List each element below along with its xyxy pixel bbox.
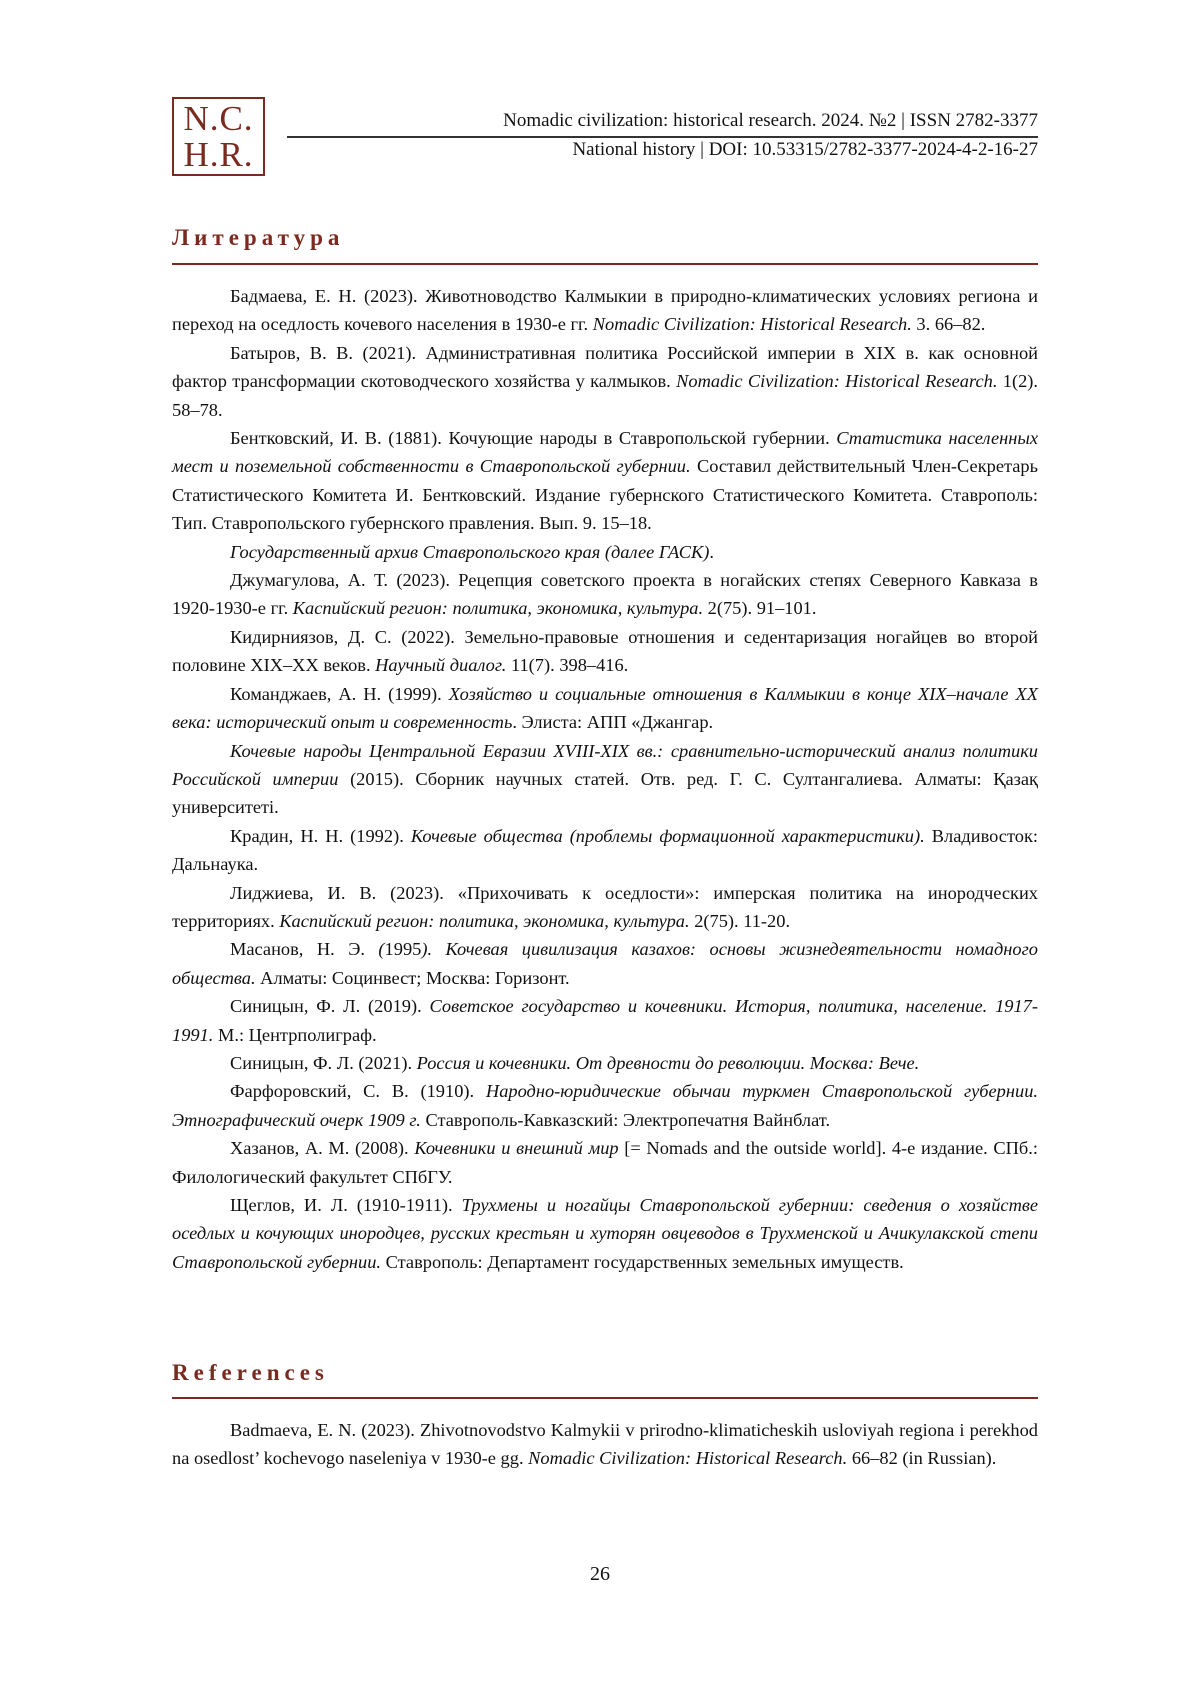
- literature-divider: [172, 263, 1038, 265]
- header-doi-info: National history | DOI: 10.53315/2782-3377-2024-4-2-16-27: [572, 139, 1038, 160]
- reference-entry: Щеглов, И. Л. (1910-1911). Трухмены и ногайцы Ставропольской губернии: сведения о хозяйстве оседлых и кочующих инородцев, русских крестьян и хуторян овцеводов в Трухменской и Ачикулакской степи Ставропольской губернии. Ставрополь: Департамент государственных земельных имуществ.: [172, 1195, 1038, 1272]
- header-divider: [287, 136, 1038, 138]
- reference-entry: Бентковский, И. В. (1881). Кочующие народы в Ставропольской губернии. Статистика населенных мест и поземельной собственности в Ставропольской губернии. Составил действительный Член-Секретарь Статистического Комитета И. Бентковский. Издание губернского Статистического Комитета. Ставрополь: Тип. Ставропольского губернского правления. Вып. 9. 15–18.: [172, 428, 1039, 534]
- reference-entry: Синицын, Ф. Л. (2019). Советское государство и кочевники. История, политика, население. 1917-1991. М.: Центрполиграф.: [172, 996, 1038, 1045]
- reference-entry: Команджаев, А. Н. (1999). Хозяйство и социальные отношения в Калмыкии в конце XIX–начале XX века: исторический опыт и современность. Элиста: АПП «Джангар.: [172, 683, 1038, 733]
- references-heading: References: [172, 1360, 329, 1385]
- reference-entry: Бадмаева, Е. Н. (2023). Животноводство Калмыкии в природно-климатических условиях региона и переход на оседлость кочевого населения в 1930-е гг. Nomadic Civilization: Historical Research. 3. 66–82.: [172, 286, 1038, 335]
- reference-entry: Крадин, Н. Н. (1992). Кочевые общества (проблемы формационной характеристики). Владивосток: Дальнаука.: [172, 825, 1038, 875]
- reference-entry: Лиджиева, И. В. (2023). «Прихочивать к оседлости»: имперская политика на инородческих территориях. Каспийский регион: политика, экономика, культура. 2(75). 11-20.: [172, 882, 1038, 931]
- references-list: [172, 1416, 1038, 1473]
- page-number: 26: [590, 1563, 610, 1585]
- reference-entry: Государственный архив Ставропольского края (далее ГАСК).: [230, 541, 714, 562]
- literature-heading: Литература: [172, 225, 345, 250]
- reference-entry: Масанов, Н. Э. (1995). Кочевая цивилизация казахов: основы жизнедеятельности номадного общества. Алматы: Социнвест; Москва: Горизонт.: [172, 939, 1038, 988]
- header-journal-info: Nomadic civilization: historical research. 2024. №2 | ISSN 2782-3377: [503, 110, 1038, 131]
- reference-entry: Фарфоровский, С. В. (1910). Народно-юридические обычаи туркмен Ставропольской губернии. Этнографический очерк 1909 г. Ставрополь-Кавказский: Электропечатня Вайнблат.: [172, 1081, 1038, 1130]
- reference-entry: Батыров, В. В. (2021). Административная политика Российской империи в XIX в. как основной фактор трансформации скотоводческого хозяйства у калмыков. Nomadic Civilization: Historical Research. 1(2). 58–78.: [172, 342, 1038, 420]
- reference-entry: Кидирниязов, Д. С. (2022). Земельно-правовые отношения и седентаризация ногайцев во второй половине XIX–XX веков. Научный диалог. 11(7). 398–416.: [172, 626, 1038, 676]
- reference-entry: Badmaeva, E. N. (2023). Zhivotnovodstvo Kalmykii v prirodno-klimaticheskih usloviyah regiona i perekhod na osedlost’ kochevogo naseleniya v 1930-e gg. Nomadic Civilization: Historical Research. 66–82 (in Russian).: [172, 1420, 1038, 1469]
- journal-logo: [172, 97, 265, 176]
- reference-entry: Синицын, Ф. Л. (2021). Россия и кочевники. От древности до революции. Москва: Вече.: [230, 1052, 920, 1073]
- logo-line2: H.R.: [183, 134, 254, 174]
- reference-entry: Кочевые народы Центральной Евразии XVIII-XIX вв.: сравнительно-исторический анализ политики Российской империи (2015). Сборник научных статей. Отв. ред. Г. С. Султангалиева. Алматы: Қазақ университеті.: [172, 740, 1038, 818]
- references-divider: [172, 1397, 1038, 1399]
- reference-entry: Джумагулова, А. Т. (2023). Рецепция советского проекта в ногайских степях Северного Кавказа в 1920-1930-е гг. Каспийский регион: политика, экономика, культура. 2(75). 91–101.: [172, 570, 1038, 619]
- reference-entry: Хазанов, А. М. (2008). Кочевники и внешний мир [= Nomads and the outside world]. 4-е издание. СПб.: Филологический факультет СПбГУ.: [172, 1138, 1038, 1187]
- logo-line1: N.C.: [183, 98, 254, 138]
- literature-list: [172, 282, 1038, 1276]
